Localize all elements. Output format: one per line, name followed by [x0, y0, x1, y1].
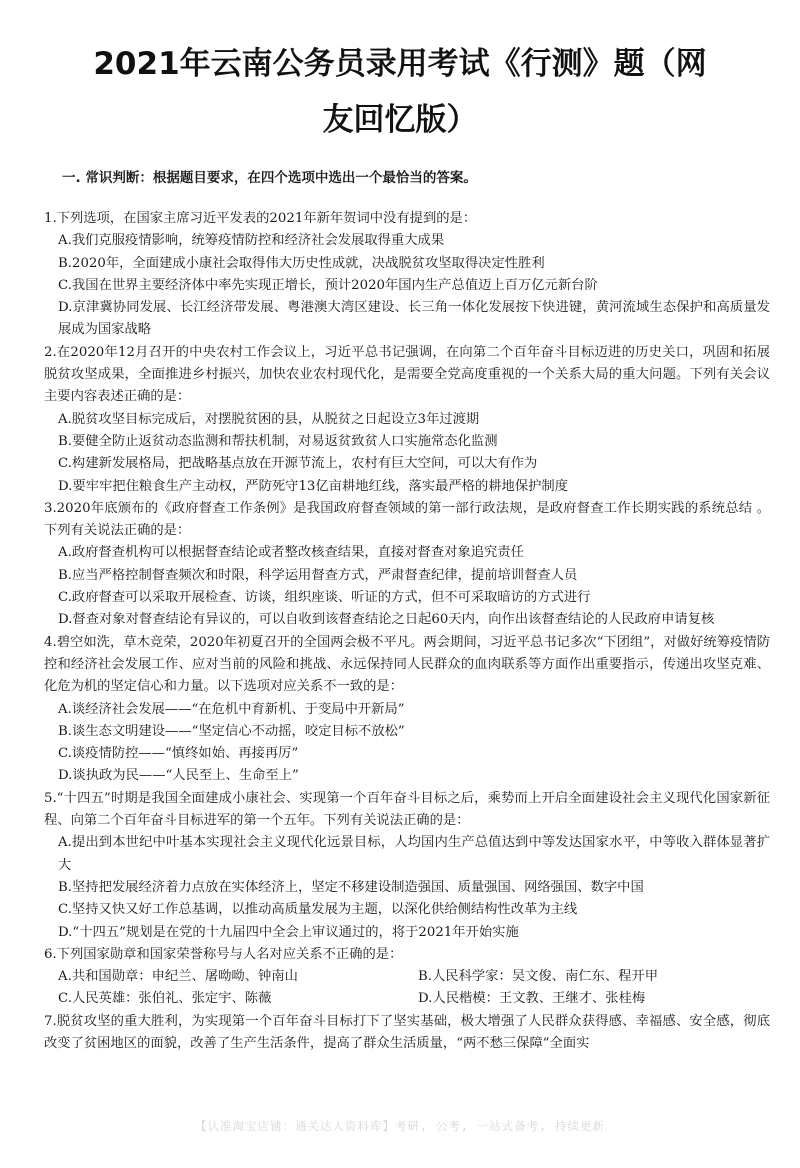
option-b: B.应当严格控制督查频次和时限，科学运用督查方式，严肃督查纪律，提前培训督查人员 [58, 567, 578, 583]
question-stem: 4.碧空如洗，草木竞荣，2020年初夏召开的全国两会极不平凡。两会期间，习近平总书记多次“下团组”，对做好统筹疫情防控和经济社会发展工作、应对当前的风险和挑战、永远保持同人民群众的血肉联系等方面作出重要指示，传递出攻坚克难、化危为机的坚定信心和力量。以下选项对应关系不一致的是： [44, 634, 770, 695]
option-list [44, 542, 770, 631]
option-list [44, 832, 770, 943]
option-b: B.要健全防止返贫动态监测和帮扶机制，对易返贫致贫人口实施常态化监测 [58, 433, 498, 449]
option-c: C.我国在世界主要经济体中率先实现正增长，预计2020年国内生产总值迈上百万亿元新台阶 [58, 277, 598, 293]
option-a: A.共和国勋章：申纪兰、屠呦呦、钟南山 [58, 969, 298, 985]
title-line-1: 2021年云南公务员录用考试《行测》题（网 [93, 46, 707, 82]
question-7 [44, 1011, 770, 1056]
question-1 [44, 208, 770, 342]
option-grid [44, 966, 770, 1011]
title-line-2: 友回忆版） [322, 102, 478, 138]
option-a: A.政府督查机构可以根据督查结论或者整改核查结果，直接对督查对象追究责任 [58, 545, 524, 561]
option-b: B.2020年，全面建成小康社会取得伟大历史性成就，决战脱贫攻坚取得决定性胜利 [58, 255, 545, 271]
option-c: C.政府督查可以采取开展检查、访谈，组织座谈、听证的方式，但不可采取暗访的方式进行 [58, 590, 591, 606]
question-stem: 5.“十四五”时期是我国全面建成小康社会、实现第一个百年奋斗目标之后，乘势而上开启全面建设社会主义现代化国家新征程、向第二个百年奋斗目标进军的第一个五年。下列有关说法正确的是： [44, 790, 770, 829]
option-a: A.脱贫攻坚目标完成后，对摆脱贫困的县，从脱贫之日起设立3年过渡期 [58, 411, 480, 427]
page-title [34, 36, 766, 148]
option-d: D.谈执政为民——“人民至上、生命至上” [58, 768, 299, 784]
question-stem: 3.2020年底颁布的《政府督查工作条例》是我国政府督查领域的第一部行政法规，是政府督查工作长期实践的系统总结 。下列有关说法正确的是： [44, 500, 770, 539]
option-d: D.人民楷模：王文教、王继才、张桂梅 [418, 991, 646, 1007]
option-a: A.我们克服疫情影响，统筹疫情防控和经济社会发展取得重大成果 [58, 233, 445, 249]
question-5 [44, 788, 770, 944]
option-a: A.谈经济社会发展——“在危机中育新机、于变局中开新局” [58, 701, 405, 717]
option-c: C.构建新发展格局，把战略基点放在开源节流上，农村有巨大空间，可以大有作为 [58, 456, 538, 472]
question-stem: 1.下列选项，在国家主席习近平发表的2021年新年贺词中没有提到的是： [44, 211, 477, 226]
option-c: C.谈疫情防控——“慎终如始、再接再厉” [58, 746, 299, 762]
option-c: C.坚持又快又好工作总基调，以推动高质量发展为主题，以深化供给侧结构性改革为主线 [58, 902, 578, 918]
question-stem: 2.在2020年12月召开的中央农村工作会议上，习近平总书记强调，在向第二个百年奋斗目标迈进的历史关口，巩固和拓展脱贫攻坚成果，全面推进乡村振兴，加快农业农村现代化，是需要全党高度重视的一个关系大局的重大问题。下列有关会议主要内容表述正确的是： [44, 344, 770, 405]
footer-watermark: 【认准淘宝店铺：通关达人资料库】考研, 公考, 一站式备考, 持续更新 [194, 1119, 606, 1133]
question-stem: 7.脱贫攻坚的重大胜利，为实现第一个百年奋斗目标打下了坚实基础，极大增强了人民群众获得感、幸福感、安全感，彻底改变了贫困地区的面貌，改善了生产生活条件，提高了群众生活质量，“两不愁三保障”全面实 [44, 1013, 770, 1051]
question-6 [44, 944, 770, 1011]
question-list [44, 208, 770, 1055]
option-b: B.坚持把发展经济着力点放在实体经济上，坚定不移建设制造强国、质量强国、网络强国、数字中国 [58, 879, 644, 895]
option-b: B.人民科学家：吴文俊、南仁东、程开甲 [418, 969, 659, 985]
option-a: A.提出到本世纪中叶基本实现社会主义现代化远景目标，人均国内生产总值达到中等发达国家水平，中等收入群体显著扩大 [58, 835, 770, 873]
option-b: B.谈生态文明建设——“坚定信心不动摇，咬定目标不放松” [58, 723, 405, 739]
option-list [44, 230, 770, 341]
option-c: C.人民英雄：张伯礼、张定宇、陈薇 [58, 991, 272, 1007]
option-list [44, 409, 770, 498]
section-heading: 一. 常识判断：根据题目要求，在四个选项中选出一个最恰当的答案。 [62, 170, 477, 186]
question-4 [44, 632, 770, 788]
option-d: D.京津冀协同发展、长江经济带发展、粤港澳大湾区建设、长三角一体化发展按下快进键，黄河流域生态保护和高质量发展成为国家战略 [58, 300, 770, 338]
question-stem: 6.下列国家勋章和国家荣誉称号与人名对应关系不正确的是： [44, 946, 403, 962]
question-2 [44, 342, 770, 498]
option-d: D.督查对象对督查结论有异议的，可以自收到该督查结论之日起60天内，向作出该督查结论的人民政府申请复核 [58, 612, 715, 628]
option-list [44, 699, 770, 788]
option-d: D.“十四五”规划是在党的十九届四中全会上审议通过的，将于2021年开始实施 [58, 924, 519, 940]
option-d: D.要牢牢把住粮食生产主动权，严防死守13亿亩耕地红线，落实最严格的耕地保护制度 [58, 478, 569, 494]
question-3 [44, 498, 770, 632]
